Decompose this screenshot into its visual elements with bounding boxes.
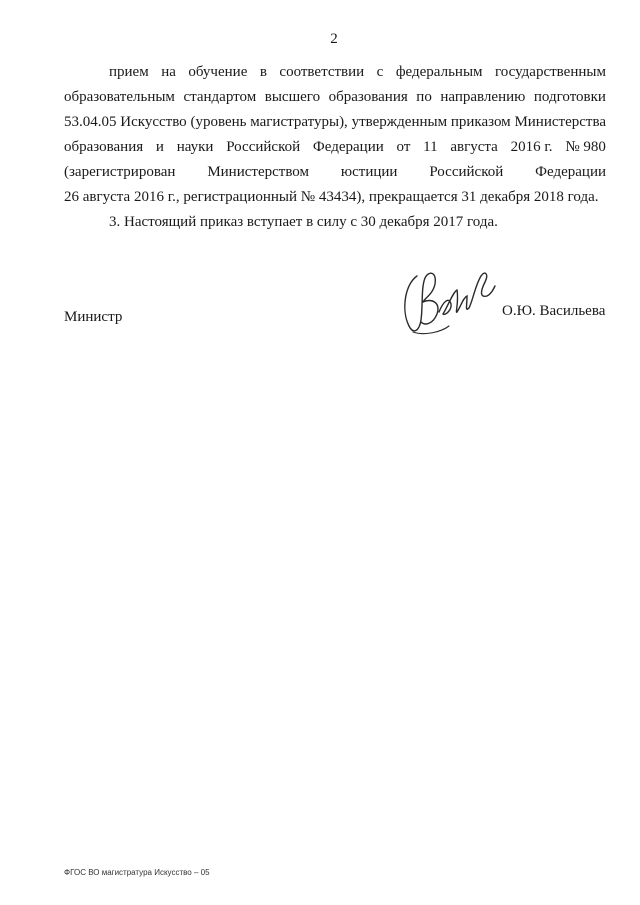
paragraph-word: образования [64, 139, 144, 155]
paragraph-word: Российской [226, 139, 301, 155]
paragraph-word: направлению [440, 89, 526, 105]
paragraph-word: № 980 [565, 139, 606, 155]
handwritten-signature [395, 262, 505, 340]
paragraph-word: 2016 г. [510, 139, 553, 155]
paragraph-word: от [396, 139, 411, 155]
paragraph-line [64, 160, 606, 185]
paragraph-word: Министерства [514, 114, 606, 130]
paragraph-line [64, 135, 606, 160]
signer-title: Министр [64, 309, 123, 325]
paragraph-word: утвержденным [351, 114, 448, 130]
paragraph-word: обучение [188, 64, 248, 80]
paragraph-word: 11 [423, 139, 438, 155]
paragraph-word: образования [328, 89, 408, 105]
document-body [64, 60, 606, 235]
paragraph-word: магистратуры), [250, 114, 348, 130]
paragraph-word: в [259, 64, 267, 80]
paragraph-3-text: 3. Настоящий приказ вступает в силу с 30 декабря 2017 года. [109, 214, 498, 230]
paragraph-line [64, 85, 606, 110]
paragraph-word: юстиции [340, 164, 398, 180]
paragraph-word: прием [109, 64, 149, 80]
paragraph-word: и [155, 139, 164, 155]
paragraph-word: государственным [495, 64, 606, 80]
paragraph-word: федеральным [395, 64, 483, 80]
paragraph-word: науки [176, 139, 214, 155]
paragraph-word: приказом [450, 114, 511, 130]
footer-document-code: ФГОС ВО магистратура Искусство – 05 [64, 868, 210, 877]
paragraph-line [64, 185, 606, 210]
paragraph-word: (зарегистрирован [64, 164, 176, 180]
paragraph-word: Искусство [120, 114, 187, 130]
paragraph-word: 26 августа 2016 г., регистрационный № 43434), прекращается 31 декабря 2018 года. [64, 189, 599, 205]
paragraph-word: соответствии [279, 64, 365, 80]
signer-name: О.Ю. Васильева [502, 303, 606, 319]
paragraph-word: Министерством [207, 164, 310, 180]
paragraph-word: Российской [429, 164, 504, 180]
paragraph-word: (уровень [190, 114, 247, 130]
paragraph-line [64, 60, 606, 85]
page-number: 2 [330, 31, 338, 47]
paragraph-word: 53.04.05 [64, 114, 117, 130]
paragraph-word: образовательным [64, 89, 175, 105]
paragraph-word: Федерации [535, 164, 606, 180]
paragraph-line [64, 110, 606, 135]
paragraph-word: августа [450, 139, 498, 155]
paragraph-word: высшего [264, 89, 321, 105]
paragraph-word: Федерации [312, 139, 384, 155]
paragraph-word: подготовки [533, 89, 606, 105]
paragraph-word: по [416, 89, 432, 105]
paragraph-word: с [376, 64, 384, 80]
paragraph-word: на [161, 64, 176, 80]
paragraph-word: стандартом [183, 89, 257, 105]
